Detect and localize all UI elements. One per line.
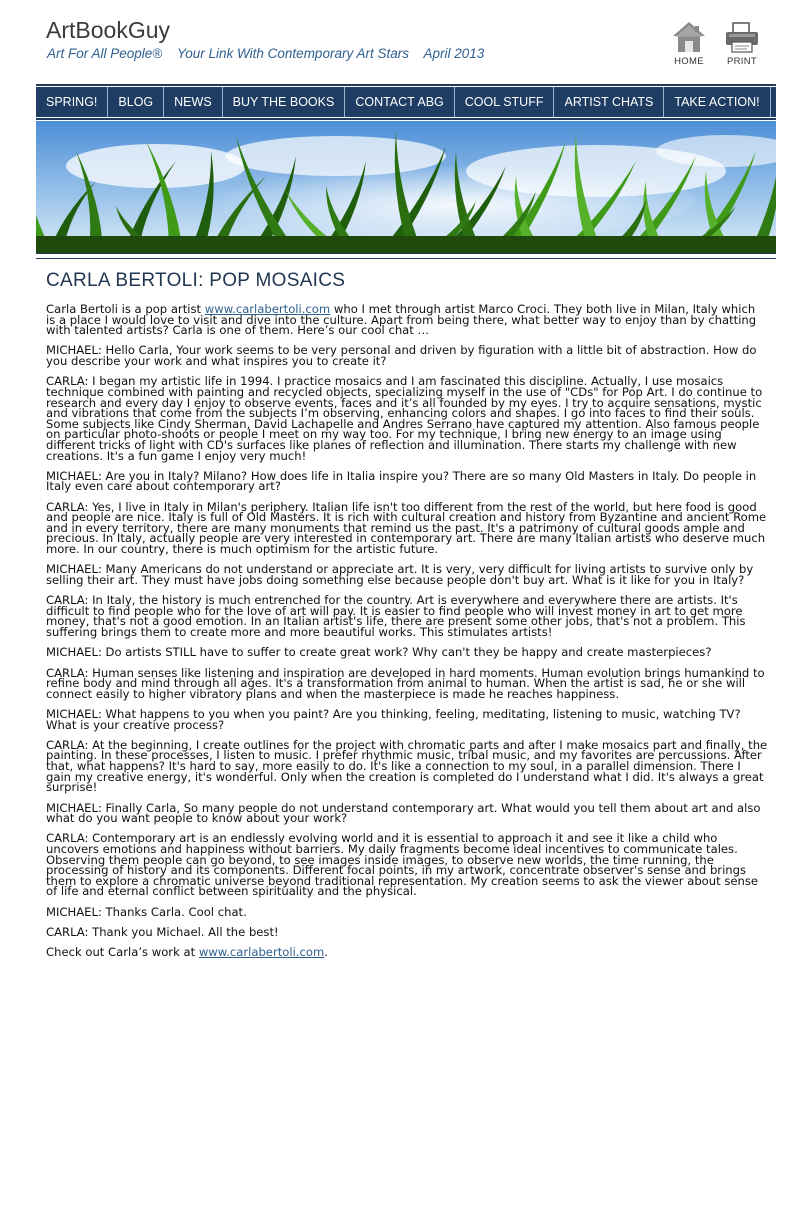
printer-icon: [723, 20, 761, 54]
site-tagline: Art For All People® Your Link With Contemporary Art Stars April 2013: [47, 46, 485, 61]
interview-paragraph: MICHAEL: What happens to you when you paint? Are you thinking, feeling, meditating, listening to music, watching TV? What is your creative process?: [46, 707, 741, 732]
home-icon: [672, 20, 706, 54]
intro-text-post: who I met through artist Marco Croci. They both live in Milan, Italy which is a place I would love to visit and dive into the culture. Apart from being there, what better way to enjoy than by chatting with talented artists? Carla is one of them. Here’s our cool chat …: [46, 302, 757, 338]
interview-paragraph: CARLA: At the beginning, I create outlines for the project with chromatic parts and after I make mosaics part and finally, the painting. In these processes, I listen to music. I prefer rhythmic music, tribal music, and my favorites are percussions. After that, what happens? It's hard to say, more easily to do. It's like a connection to my soul, in a parallel dimension. There I gain my creative energy, it's wonderful. Only when the creation is completed do I understand what I did. It's always a great surprise!: [46, 737, 768, 795]
nav-item-buy-the-books[interactable]: BUY THE BOOKS: [223, 87, 346, 117]
banner-image: [36, 121, 776, 253]
interview-paragraph: CARLA: Contemporary art is an endlessly evolving world and it is essential to approach it and see it like a child who uncovers emotions and happiness without barriers. My daily fragments become ideal incentives to communicate tales. Observing them people can go beyond, to see images inside images, to observe new worlds, the time running, the processing of history and its components. Different focal points, in my artwork, concentrate observer's sense and brings them to explore a chromatic universe beyond traditional representation. My creation seems to ask the viewer about sense of life and eternal conflict between spirituality and the physical.: [46, 831, 759, 899]
main-nav: [36, 87, 776, 117]
print-label: PRINT: [727, 56, 757, 67]
interview-paragraph: MICHAEL: Are you in Italy? Milano? How does life in Italia inspire you? There are so many Old Masters in Italy. Do people in Italy even care about contemporary art?: [46, 468, 757, 494]
intro-text-pre: Carla Bertoli is a pop artist: [46, 302, 205, 316]
interview-paragraph: CARLA: Human senses like listening and inspiration are developed in hard moments. Human evolution brings humankind to refine body and mind through all ages. It's a transformation from animal to human. When the artist is sad, he or she will connect easily to higher vibratory plans and when the masterpiece is made he reaches happiness.: [46, 665, 765, 701]
nav-item-artist-chats[interactable]: ARTIST CHATS: [554, 87, 664, 117]
artist-website-link-bottom[interactable]: www.carlabertoli.com: [198, 945, 325, 960]
site-title[interactable]: ArtBookGuy: [46, 17, 170, 43]
interview-paragraph: MICHAEL: Many Americans do not understand or appreciate art. It is very, very difficult for living artists to survive only by selling their art. They must have jobs doing something else because people don't buy art. What is it like for you in Italy?: [46, 562, 754, 587]
intro-paragraph: [46, 304, 768, 336]
interview-paragraph: MICHAEL: Hello Carla, Your work seems to be very personal and driven by figuration with a little bit of abstraction. How do you describe your work and what inspires you to create it?: [46, 343, 757, 369]
grass-sky-illustration: [36, 121, 776, 253]
nav-divider-top: [36, 84, 776, 86]
article-title: CARLA BERTOLI: POP MOSAICS: [46, 270, 346, 291]
nav-item-contact-abg[interactable]: CONTACT ABG: [345, 87, 454, 117]
artist-website-link[interactable]: www.carlabertoli.com: [204, 302, 331, 316]
interview-paragraph: CARLA: I began my artistic life in 1994. I practice mosaics and I am fascinated this discipline. Actually, I use mosaics technique combined with painting and recycled objects, specializing myself in the use of "CDs" for Pop Art. I do continue to research and every day I enjoy to observe events, faces and it’s all founded by my eyes. I try to acquire sensations, mystic and vibrations that come from the subjects I’m observing, enhancing colors and shapes. I go into faces to find their souls. Some subjects like Cindy Sherman, David Lachapelle and Andres Serrano have captured my attention. Also famous people on particular photo-shoots or people I meet on my way too. For my technique, I bring new energy to an image using different tricks of light with CD's surfaces like planes of reflection and illumination. There starts my challenge with new creations. It's a fun game I enjoy very much!: [46, 374, 763, 463]
outro-paragraph: [46, 947, 768, 958]
print-button[interactable]: [719, 20, 765, 67]
nav-item-news[interactable]: NEWS: [164, 87, 223, 117]
nav-item-blog[interactable]: BLOG: [108, 87, 164, 117]
nav-item-spring[interactable]: SPRING!: [36, 87, 108, 117]
home-button[interactable]: [666, 20, 712, 67]
home-label: HOME: [674, 56, 704, 67]
nav-item-take-action[interactable]: TAKE ACTION!: [664, 87, 770, 117]
interview-paragraph: CARLA: Thank you Michael. All the best!: [46, 924, 279, 939]
interview-paragraph: MICHAEL: Thanks Carla. Cool chat.: [46, 904, 247, 919]
nav-divider-bottom: [36, 118, 776, 120]
interview-paragraph: CARLA: Yes, I live in Italy in Milan's periphery. Italian life isn't too different from the rest of the world, but here food is good and people are nice. Italy is full of Old Masters. It is rich with cultural creation and history from Byzantine and ancient Rome and in every territory, there are many monuments that remind us the past. It's a patrimony of cultural goods ample and precious. In Italy, actually people are very interested in contemporary art. There are many Italian artists who deserve much more. In our country, there is much optimism for the artistic future.: [46, 499, 767, 557]
outro-text-post: .: [324, 945, 328, 960]
interview-paragraph: MICHAEL: Finally Carla, So many people do not understand contemporary art. What would you tell them about art and also what do you want people to know about your work?: [46, 800, 761, 826]
banner-divider: [36, 253, 776, 259]
outro-text-pre: Check out Carla’s work at: [46, 945, 199, 960]
nav-item-cool-stuff[interactable]: COOL STUFF: [455, 87, 555, 117]
interview-paragraph: MICHAEL: Do artists STILL have to suffer to create great work? Why can't they be happy and create masterpieces?: [46, 645, 712, 660]
article-body: [46, 304, 768, 968]
interview-paragraph: CARLA: In Italy, the history is much entrenched for the country. Art is everywhere and everywhere there are artists. It's difficult to find people who for the love of art will pay. It is easier to find people who will invest money in art to get more money, that's not a good emotion. In an Italian artist's life, there are present some other jobs, that's not a problem. This suffering brings them to create more and more beautiful works. This stimulates artists!: [46, 593, 746, 639]
site-header: [0, 0, 810, 86]
